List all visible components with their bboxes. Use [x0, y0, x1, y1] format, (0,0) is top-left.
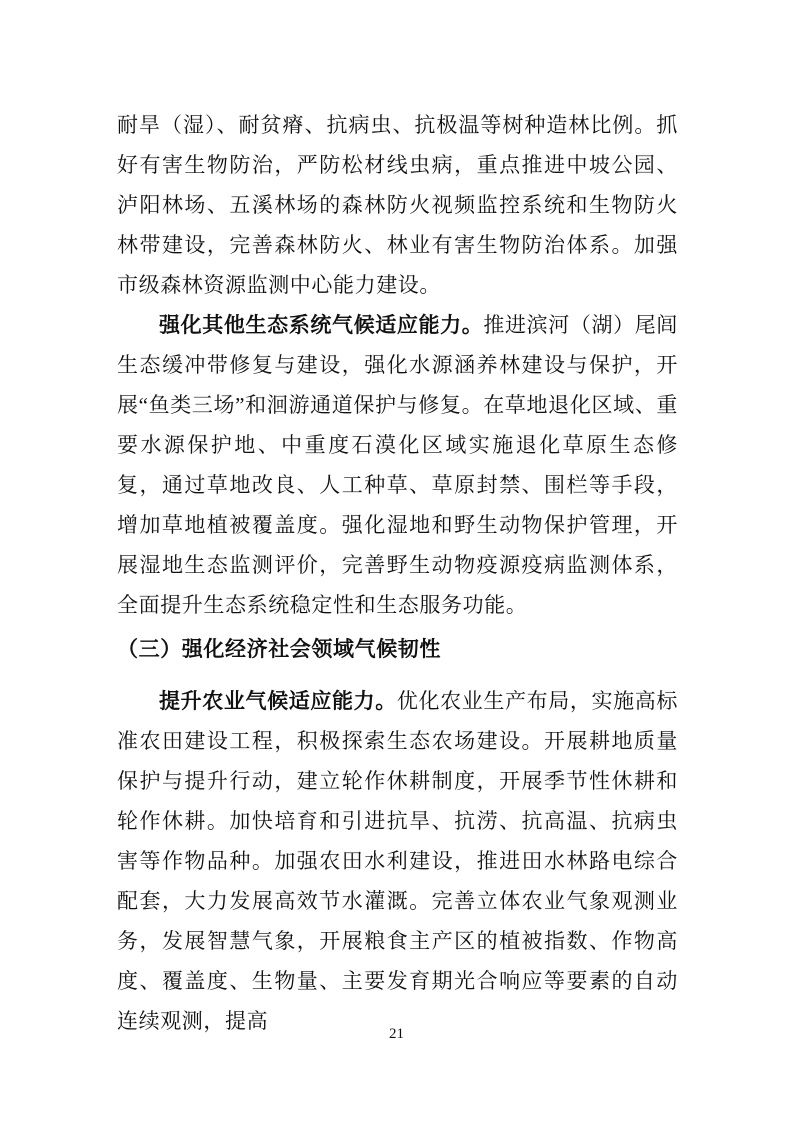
paragraph-text: 耐旱（湿）、耐贫瘠、抗病虫、抗极温等树种造林比例。抓好有害生物防治，严防松材线虫病，重点推进中坡公园、泸阳林场、五溪林场的森林防火视频监控系统和生物防火林带建设，完善森林防火、林业有害生物防治体系。加强市级森林资源监测中心能力建设。	[117, 113, 678, 297]
paragraph-forest-protection	[117, 105, 678, 305]
page-content	[117, 105, 678, 1041]
section-heading: （三）强化经济社会领域气候韧性	[117, 637, 441, 661]
paragraph-lead: 提升农业气候适应能力。	[159, 689, 397, 713]
paragraph-text: 优化农业生产布局，实施高标准农田建设工程，积极探索生态农场建设。开展耕地质量保护与提升行动，建立轮作休耕制度，开展季节性休耕和轮作休耕。加快培育和引进抗旱、抗涝、抗高温、抗病虫害等作物品种。加强农田水利建设，推进田水林路电综合配套，大力发展高效节水灌溉。完善立体农业气象观测业务，发展智慧气象，开展粮食主产区的植被指数、作物高度、覆盖度、生物量、主要发育期光合响应等要素的自动连续观测，提高	[117, 689, 678, 1033]
paragraph-agriculture-adaptation	[117, 681, 678, 1041]
paragraph-lead: 强化其他生态系统气候适应能力。	[159, 313, 484, 337]
paragraph-text: 推进滨河（湖）尾闾生态缓冲带修复与建设，强化水源涵养林建设与保护，开展“鱼类三场”和洄游通道保护与修复。在草地退化区域、重要水源保护地、中重度石漠化区域实施退化草原生态修复，通过草地改良、人工种草、草原封禁、围栏等手段，增加草地植被覆盖度。强化湿地和野生动物保护管理，开展湿地生态监测评价，完善野生动物疫源疫病监测体系，全面提升生态系统稳定性和生态服务功能。	[117, 313, 678, 617]
page-number: 21	[389, 1026, 404, 1042]
paragraph-ecosystem-adaptation	[117, 305, 678, 625]
